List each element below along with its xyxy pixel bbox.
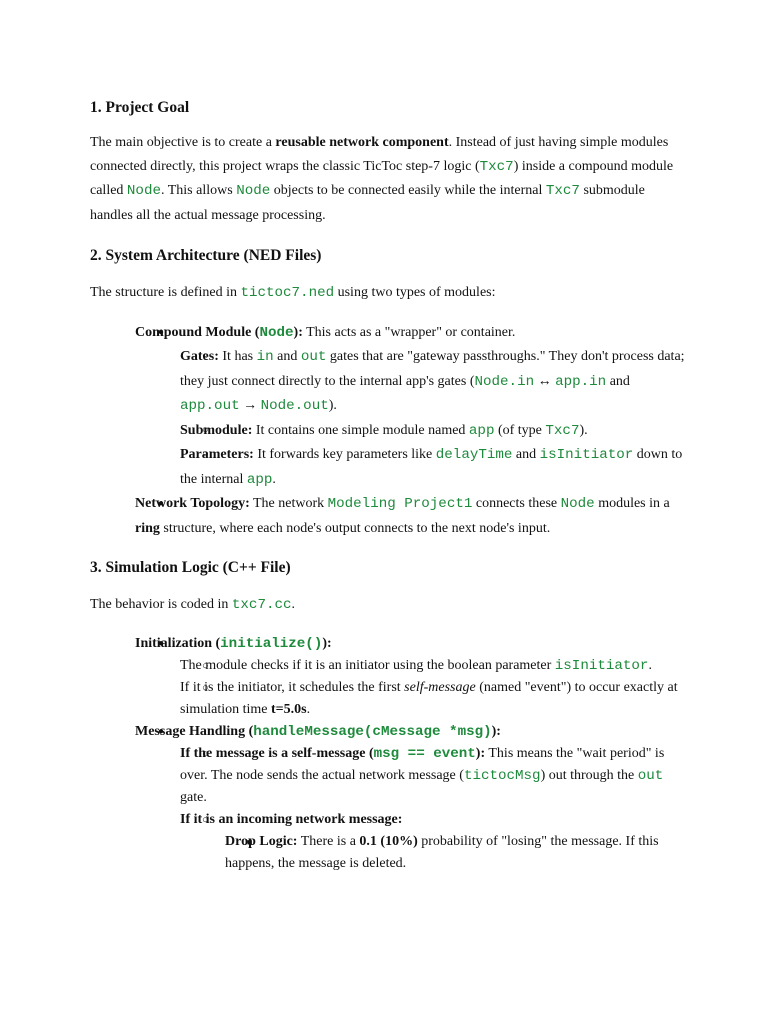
text: The structure is defined in	[90, 285, 241, 300]
code-ref: Txc7	[545, 183, 580, 199]
list-item-drop-logic: ■ Drop Logic: There is a 0.1 (10%) probability of "losing" the message. If this happens, the message is deleted.	[225, 831, 690, 875]
section-heading-project-goal: 1. Project Goal	[90, 99, 190, 116]
list-item-parameters: ○ Parameters: It forwards key parameters like delayTime and isInitiator down to the internal app.	[180, 443, 690, 492]
list-item-submodule: ○ Submodule: It contains one simple module named app (of type Txc7).	[180, 419, 690, 444]
text: The main objective is to create a	[90, 135, 276, 150]
code-ref: Node	[126, 183, 161, 199]
code-ref: Txc7	[479, 158, 514, 175]
text: . This allows	[160, 183, 237, 198]
label: Message Handling (handleMessage(cMessage *msg)):	[135, 723, 501, 740]
text: . Instead of just having simple modules connected directly, this project wraps the classic TicToc step-7 logic (	[90, 135, 669, 174]
list-item-self-message: ○ If the message is a self-message (msg == event): This means the "wait period" is over. The node sends the actual network message (tictocMsg) out through the out gate.	[180, 743, 690, 809]
compound-sublist	[135, 345, 690, 492]
simulation-list	[90, 633, 690, 875]
bold-term: reusable network component	[275, 135, 449, 150]
project-goal-paragraph	[90, 131, 690, 227]
section-heading-simulation-logic: 3. Simulation Logic (C++ File)	[90, 559, 291, 576]
text: ) inside a compound module called	[90, 158, 674, 198]
list-item-compound-module	[135, 321, 690, 493]
label: Initialization (initialize()):	[135, 635, 332, 652]
list-item-initialization	[135, 633, 690, 721]
list-item-message-handling	[135, 721, 690, 875]
text: objects to be connected easily while the internal	[270, 183, 546, 198]
list-item-initiator-check: ○ The module checks if it is an initiator using the boolean parameter isInitiator.	[180, 655, 690, 677]
code-ref: Node	[236, 183, 271, 199]
handling-sublist	[135, 743, 690, 875]
architecture-list	[90, 321, 690, 541]
initialization-sublist	[135, 655, 690, 721]
text: using two types of modules:	[334, 285, 496, 300]
list-item-incoming-message: ○ If it is an incoming network message: ■ Drop Logic: There is a 0.1 (10%) probability of "losing" the message. If this happens, the message is deleted.	[180, 809, 690, 875]
incoming-sublist	[180, 831, 690, 875]
document-page	[90, 98, 690, 875]
text: submodule handles all the actual message processing.	[90, 183, 645, 223]
list-item-gates: ○ Gates: It has in and out gates that are "gateway passthroughs." They don't process data; they just connect directly to the internal app's gates (Node.in ↔ app.in and app.out → Node.out).	[180, 345, 690, 419]
architecture-intro	[90, 281, 690, 306]
text: This acts as a "wrapper" or container.	[302, 324, 516, 340]
list-item-schedule: ○ If it is the initiator, it schedules the first self-message (named "event") to occur exactly at simulation time t=5.0s.	[180, 677, 690, 721]
list-item-network-topology: ● Network Topology: The network Modeling Project1 connects these Node modules in a ring structure, where each node's output connects to the next node's input.	[135, 492, 690, 540]
label: Compound Module (Node):	[135, 324, 303, 341]
code-ref: tictoc7.ned	[240, 285, 335, 301]
simulation-intro: The behavior is coded in txc7.cc.	[90, 597, 296, 613]
section-heading-system-architecture: 2. System Architecture (NED Files)	[90, 247, 322, 264]
